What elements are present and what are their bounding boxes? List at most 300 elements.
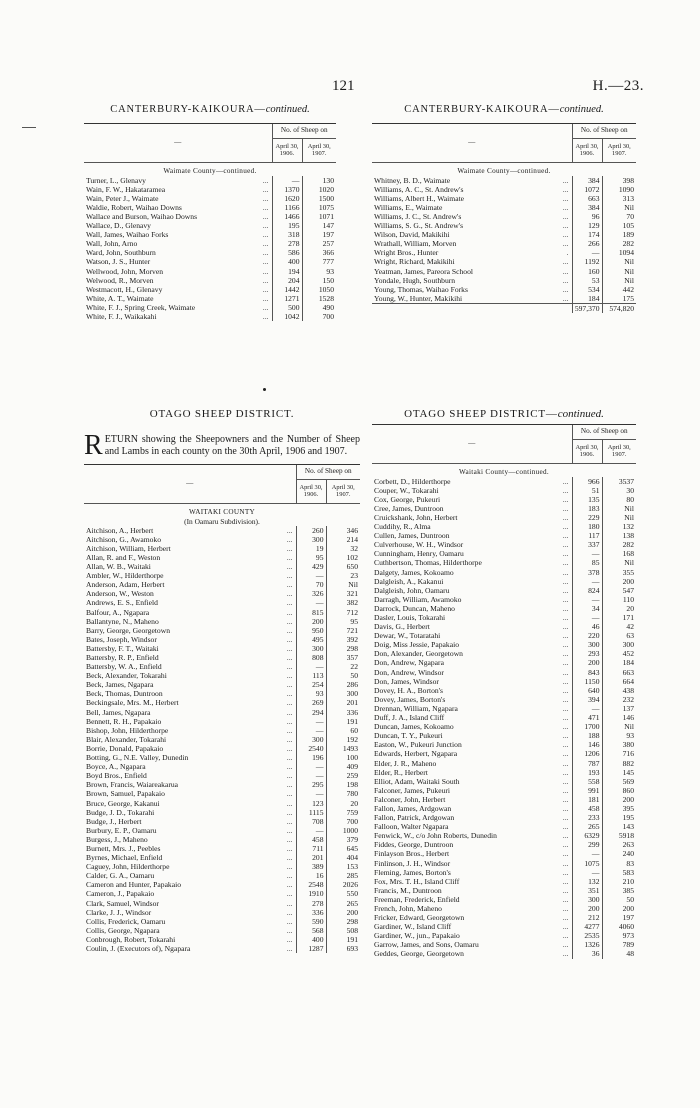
leader-dots: ... — [262, 221, 269, 231]
leader-dots: ... — [562, 257, 569, 267]
owner-name: Finlayson Bros., Herbert — [374, 849, 450, 859]
count-1906: 201 — [296, 853, 326, 862]
count-1906: 300 — [296, 535, 326, 544]
count-1906: 1287 — [296, 944, 326, 953]
table-row — [372, 604, 636, 613]
leader-dots: ... — [286, 889, 293, 899]
count-1906: 123 — [296, 799, 326, 808]
count-1907: 452 — [602, 649, 636, 658]
table-row — [84, 717, 360, 726]
leader-dots: ... — [262, 248, 269, 258]
count-1906: 2548 — [296, 880, 326, 889]
count-1907: 132 — [602, 522, 636, 531]
owner-name: Couper, W., Tokarahi — [374, 485, 439, 495]
owner-name: Wrathall, William, Morven — [374, 239, 457, 249]
owner-name: Burnett, Mrs. J., Peebles — [86, 843, 161, 853]
owner-name: Cameron and Hunter, Papakaio — [86, 880, 182, 890]
leader-dots: ... — [562, 549, 569, 559]
count-1907: 48 — [602, 949, 636, 958]
count-1907: 200 — [602, 577, 636, 586]
count-1906: 180 — [572, 522, 602, 531]
count-1906: 46 — [572, 622, 602, 631]
leader-dots: ... — [562, 894, 569, 904]
owner-name: Darragh, William, Awamoko — [374, 594, 462, 604]
count-1906: 1700 — [572, 722, 602, 731]
count-1907: 200 — [326, 908, 360, 917]
count-1907: 200 — [602, 904, 636, 913]
count-1906: 500 — [272, 303, 302, 312]
count-1906: 200 — [572, 658, 602, 667]
owner-name: Beckingsale, Mrs. M., Herbert — [86, 698, 179, 708]
table-row — [372, 740, 636, 749]
owner-name: Darrock, Duncan, Maheno — [374, 603, 455, 613]
owner-name: French, John, Maheno — [374, 904, 442, 913]
count-1906: 318 — [272, 230, 302, 239]
leader-dots: ... — [286, 753, 293, 763]
leader-dots: ... — [286, 780, 293, 790]
leader-dots: ... — [262, 293, 269, 303]
leader-dots: ... — [286, 625, 293, 635]
owner-name: Gardiner, W., Island Cliff — [374, 922, 452, 932]
leader-dots: ... — [286, 671, 293, 681]
table-row — [372, 677, 636, 686]
count-1906: — — [296, 598, 326, 607]
count-1906: — — [296, 726, 326, 735]
leader-dots: ... — [562, 867, 569, 877]
count-1906: 129 — [572, 221, 602, 230]
count-1906: 458 — [572, 804, 602, 813]
owner-name: Bennett, R. H., Papakaio — [86, 716, 162, 726]
owner-name: Duncan, T. Y., Pukeuri — [374, 731, 443, 741]
count-1906: 429 — [296, 562, 326, 571]
owner-name: Burgess, J., Maheno — [86, 834, 148, 844]
county-heading: Waimate County—continued. — [457, 166, 551, 175]
leader-dots: . — [566, 248, 569, 258]
leader-dots: ... — [286, 525, 293, 535]
table-row — [84, 535, 360, 544]
owner-name: Borrie, Donald, Papakaio — [86, 743, 164, 753]
leader-dots: ... — [562, 913, 569, 923]
owner-name: Byrnes, Michael, Enfield — [86, 853, 163, 863]
table-row — [372, 904, 636, 913]
leader-dots: ... — [562, 649, 569, 659]
owner-name: Collis, Frederick, Oamaru — [86, 916, 166, 926]
owner-name: Finlinson, J. H., Windsor — [374, 858, 451, 868]
leader-dots: ... — [286, 707, 293, 717]
count-1907: 547 — [602, 586, 636, 595]
table-row — [372, 849, 636, 858]
table-row — [372, 658, 636, 667]
leader-dots: ... — [562, 221, 569, 231]
table-row — [84, 248, 336, 257]
table-row — [84, 926, 360, 935]
count-1907: 197 — [602, 913, 636, 922]
owner-name: Cameron, J., Papakaio — [86, 889, 155, 899]
table-row — [84, 680, 360, 689]
owner-name: Bruce, George, Kakanui — [86, 798, 160, 808]
count-1906: 188 — [572, 731, 602, 740]
owner-name: Wain, Peter J., Waimate — [86, 193, 159, 203]
count-1906: 1075 — [572, 859, 602, 868]
table-row — [372, 949, 636, 958]
table-row — [372, 267, 636, 276]
table-row — [84, 862, 360, 871]
count-1906: 70 — [296, 580, 326, 589]
owner-name: Turner, L., Glenavy — [86, 175, 146, 185]
owner-name: Allan, R. and F., Weston — [86, 552, 161, 562]
count-1906: 300 — [296, 735, 326, 744]
count-1907: 240 — [602, 849, 636, 858]
owner-name: Duncan, James, Kokoamo — [374, 722, 454, 732]
count-1907: 298 — [326, 917, 360, 926]
table-row — [372, 257, 636, 266]
count-1907: Nil — [602, 267, 636, 276]
total-row — [372, 303, 636, 313]
owner-name: Brown, Samuel, Papakaio — [86, 789, 165, 799]
table-row — [372, 486, 636, 495]
count-1907: 716 — [602, 749, 636, 758]
table-row — [84, 294, 336, 303]
table-row — [84, 826, 360, 835]
table-row — [372, 940, 636, 949]
canterbury-right-section — [372, 104, 636, 313]
count-1907: 860 — [602, 786, 636, 795]
count-1907: 336 — [326, 708, 360, 717]
count-1906: 1326 — [572, 940, 602, 949]
table-row — [84, 899, 360, 908]
count-1907: 102 — [326, 553, 360, 562]
count-1906: 787 — [572, 759, 602, 768]
owner-name: Burbury, E. P., Oamaru — [86, 825, 157, 835]
leader-dots: ... — [286, 843, 293, 853]
leader-dots: ... — [562, 193, 569, 203]
count-1907: 882 — [602, 759, 636, 768]
owner-name: Bates, Joseph, Windsor — [86, 634, 157, 644]
owner-name: Whitney, B. D., Waimate — [374, 175, 451, 185]
count-1907: 395 — [602, 804, 636, 813]
leader-dots: ... — [262, 257, 269, 267]
table-row — [372, 595, 636, 604]
owner-name: Wallace and Burson, Waihao Downs — [86, 211, 198, 221]
subdivision-heading: (In Oamaru Subdivision). — [184, 516, 260, 526]
leader-dots: ... — [562, 503, 569, 513]
count-1906: 568 — [296, 926, 326, 935]
count-1907: 257 — [302, 239, 336, 248]
leader-dots: ... — [562, 722, 569, 732]
leader-dots: ... — [286, 853, 293, 863]
leader-dots: ... — [562, 767, 569, 777]
owner-name: Wright Bros., Hunter — [374, 248, 439, 258]
leader-dots: ... — [286, 716, 293, 726]
leader-dots: ... — [286, 862, 293, 872]
count-1906: 300 — [572, 895, 602, 904]
table-row — [84, 303, 336, 312]
leader-dots: ... — [286, 662, 293, 672]
table-row — [372, 239, 636, 248]
table-row — [84, 889, 360, 898]
leader-dots: ... — [562, 531, 569, 541]
count-1906: 378 — [572, 568, 602, 577]
table-row — [84, 203, 336, 212]
count-1907: 153 — [326, 862, 360, 871]
count-1906: 586 — [272, 248, 302, 257]
count-1907: 313 — [602, 194, 636, 203]
owner-name: Duff, J. A., Island Cliff — [374, 713, 445, 723]
owner-name: Wall, John, Arno — [86, 239, 138, 249]
owner-name: Young, Thomas, Waihao Forks — [374, 284, 468, 294]
count-1907: 50 — [602, 895, 636, 904]
count-1906: 815 — [296, 608, 326, 617]
leader-dots: ... — [562, 931, 569, 941]
table-row — [84, 771, 360, 780]
count-1907: 201 — [326, 698, 360, 707]
leader-dots: ... — [562, 740, 569, 750]
count-1906: 85 — [572, 558, 602, 567]
leader-dots: ... — [286, 680, 293, 690]
count-1906: 113 — [296, 671, 326, 680]
table-row — [372, 294, 636, 304]
leader-dots: ... — [562, 922, 569, 932]
table-row — [84, 808, 360, 817]
owner-name: Beck, James, Ngapara — [86, 680, 154, 690]
count-1907: 145 — [602, 768, 636, 777]
owner-name: Beck, Thomas, Duntroon — [86, 689, 163, 699]
owner-name: Davis, G., Herbert — [374, 622, 430, 632]
leader-dots: ... — [286, 534, 293, 544]
table-row — [84, 871, 360, 880]
owner-name: Watson, J. S., Hunter — [86, 257, 151, 267]
count-1906: 135 — [572, 495, 602, 504]
owner-name: Cullen, James, Duntroon — [374, 531, 450, 541]
leader-dots: ... — [286, 589, 293, 599]
return-description: RETURN showing the Sheepowners and the Number of Sheep and Lambs in each county on the 30th April, 1906 and 1907. — [84, 430, 360, 461]
count-1907: 282 — [602, 540, 636, 549]
count-1907: 285 — [326, 871, 360, 880]
leader-dots: ... — [562, 658, 569, 668]
table-row — [372, 813, 636, 822]
column-header-1907: April 30, 1907. — [602, 138, 636, 162]
count-1906: 265 — [572, 822, 602, 831]
count-1907: 259 — [326, 771, 360, 780]
count-1907: 663 — [602, 668, 636, 677]
count-1907: 5918 — [602, 831, 636, 840]
table-row — [84, 212, 336, 221]
leader-dots: ... — [286, 562, 293, 572]
leader-dots: ... — [262, 193, 269, 203]
leader-dots: ... — [562, 558, 569, 568]
table-row — [84, 698, 360, 707]
count-1907: 379 — [326, 835, 360, 844]
owner-name: Waldie, Robert, Waihao Downs — [86, 202, 182, 212]
count-1906: 19 — [296, 544, 326, 553]
sheep-count-header: No. of Sheep on — [572, 425, 636, 439]
count-1907: 184 — [602, 658, 636, 667]
owner-name: Coulin, J. (Executors of), Ngapara — [86, 944, 191, 953]
owner-name: Yondale, Hugh, Southburn — [374, 275, 456, 285]
table-row — [372, 586, 636, 595]
count-1906: 183 — [572, 504, 602, 513]
section-title: CANTERBURY-KAIKOURA—continued. — [404, 104, 604, 115]
sheep-table — [372, 124, 636, 313]
owner-name: Fox, Mrs. T. H., Island Cliff — [374, 876, 460, 886]
count-1906: 193 — [572, 768, 602, 777]
owner-name: Battersby, R. P., Enfield — [86, 653, 159, 662]
count-1906: — — [572, 868, 602, 877]
table-row — [84, 230, 336, 239]
leader-dots: ... — [286, 816, 293, 826]
owner-name: Bell, James, Ngapara — [86, 707, 151, 717]
count-1906: — — [572, 577, 602, 586]
table-row — [372, 504, 636, 513]
leader-dots: ... — [562, 567, 569, 577]
ornament-dot — [263, 388, 266, 391]
leader-dots: ... — [562, 813, 569, 823]
count-1906: 1910 — [296, 889, 326, 898]
count-1907: 232 — [602, 695, 636, 704]
owner-name: Dovey, James, Borton's — [374, 694, 446, 704]
count-1907: 438 — [602, 686, 636, 695]
leader-dots: ... — [286, 689, 293, 699]
table-row — [372, 686, 636, 695]
count-1906: 117 — [572, 531, 602, 540]
owner-name: Young, W., Hunter, Makikihi — [374, 293, 463, 303]
count-1907: 265 — [326, 899, 360, 908]
table-row — [372, 221, 636, 230]
count-1907: 1493 — [326, 744, 360, 753]
table-row — [372, 212, 636, 221]
leader-dots: ... — [286, 880, 293, 890]
owner-name: Aitchison, G., Awamoko — [86, 534, 162, 544]
leader-dots: ... — [562, 275, 569, 285]
count-1907: 1050 — [302, 285, 336, 294]
owner-name: Falloon, Walter Ngapara — [374, 822, 449, 832]
count-1907: 1075 — [302, 203, 336, 212]
count-1906: 260 — [296, 526, 326, 535]
owner-name: Clarke, J. J., Windsor — [86, 907, 152, 917]
count-1907: 146 — [602, 713, 636, 722]
owner-name: Dalgleish, John, Oamaru — [374, 585, 450, 595]
count-1907: Nil — [326, 580, 360, 589]
count-1907: 137 — [602, 704, 636, 713]
owner-name: Fiddes, George, Duntroon — [374, 840, 454, 850]
table-row — [372, 285, 636, 294]
leader-dots: ... — [262, 211, 269, 221]
owner-name: Dovey, H. A., Borton's — [374, 685, 444, 695]
count-1907: 95 — [326, 617, 360, 626]
owner-name: Bishop, John, Hilderthorpe — [86, 725, 169, 735]
table-row — [84, 835, 360, 844]
table-row — [372, 749, 636, 758]
table-row — [372, 613, 636, 622]
table-row — [84, 908, 360, 917]
count-1907: 321 — [326, 589, 360, 598]
count-1906: 184 — [572, 294, 602, 304]
count-1906: 351 — [572, 886, 602, 895]
count-1906: — — [272, 176, 302, 185]
sheep-count-header: No. of Sheep on — [572, 124, 636, 138]
count-1907: 143 — [602, 822, 636, 831]
leader-dots: ... — [562, 703, 569, 713]
count-1907: 2026 — [326, 880, 360, 889]
leader-dots: ... — [286, 916, 293, 926]
owner-name: Balfour, A., Ngapara — [86, 607, 150, 617]
sheep-table — [84, 465, 360, 953]
table-row — [372, 558, 636, 567]
owner-name: Williams, Albert H., Waimate — [374, 193, 465, 203]
count-1907: 50 — [326, 671, 360, 680]
count-1906: — — [296, 789, 326, 798]
count-1906: 278 — [296, 899, 326, 908]
count-1907: 60 — [326, 726, 360, 735]
owner-name: Geddes, George, Georgetown — [374, 949, 464, 959]
owner-name: Fleming, James, Borton's — [374, 867, 451, 877]
table-row — [372, 540, 636, 549]
count-1907: 263 — [602, 840, 636, 849]
count-1906: — — [572, 849, 602, 858]
leader-dots: ... — [562, 749, 569, 759]
leader-dots: ... — [286, 898, 293, 908]
count-1906: 200 — [572, 904, 602, 913]
count-1906: 300 — [296, 644, 326, 653]
count-1906: 534 — [572, 285, 602, 294]
owner-name: Dasler, Louis, Tokarahi — [374, 613, 446, 622]
table-row — [84, 780, 360, 789]
count-1907: 1000 — [326, 826, 360, 835]
count-1907: 191 — [326, 717, 360, 726]
count-1906: 558 — [572, 777, 602, 786]
table-row — [372, 804, 636, 813]
owner-name: Drennan, William, Ngapara — [374, 703, 458, 713]
count-1907: Nil — [602, 203, 636, 212]
owner-name: Boyd Bros., Enfield — [86, 771, 147, 781]
margin-mark — [22, 127, 36, 128]
count-1906: 16 — [296, 871, 326, 880]
count-1907: 1500 — [302, 194, 336, 203]
count-1907: 200 — [602, 795, 636, 804]
count-1906: 1370 — [272, 185, 302, 194]
owner-name: Dalgleish, A., Kakanui — [374, 576, 444, 586]
owner-name: Battersby, F. T., Waitaki — [86, 643, 159, 653]
column-header-1906: April 30, 1906. — [296, 479, 326, 503]
owner-name: Aitchison, William, Herbert — [86, 543, 171, 553]
count-1906: 495 — [296, 635, 326, 644]
table-row — [372, 668, 636, 677]
owner-name: Westmacott, H., Glenavy — [86, 284, 163, 294]
table-row — [372, 549, 636, 558]
table-row — [84, 617, 360, 626]
count-1907: 664 — [602, 677, 636, 686]
count-1907: 110 — [602, 595, 636, 604]
count-1907: 1094 — [602, 248, 636, 257]
count-1907: 1020 — [302, 185, 336, 194]
count-1907: 398 — [602, 176, 636, 185]
count-1907: Nil — [602, 276, 636, 285]
owner-name: Williams, A. C., St. Andrew's — [374, 184, 464, 194]
column-header-1907: April 30, 1907. — [326, 479, 360, 503]
count-1906: 1466 — [272, 212, 302, 221]
county-heading: Waimate County—continued. — [163, 166, 257, 175]
count-1907: 93 — [602, 731, 636, 740]
count-1906: — — [572, 704, 602, 713]
leader-dots: ... — [562, 594, 569, 604]
table-row — [84, 744, 360, 753]
count-1907: 1528 — [302, 294, 336, 303]
page-header — [0, 78, 700, 94]
count-1906: 269 — [296, 698, 326, 707]
table-row — [84, 762, 360, 771]
column-header-1906: April 30, 1906. — [572, 439, 602, 463]
table-row — [372, 640, 636, 649]
